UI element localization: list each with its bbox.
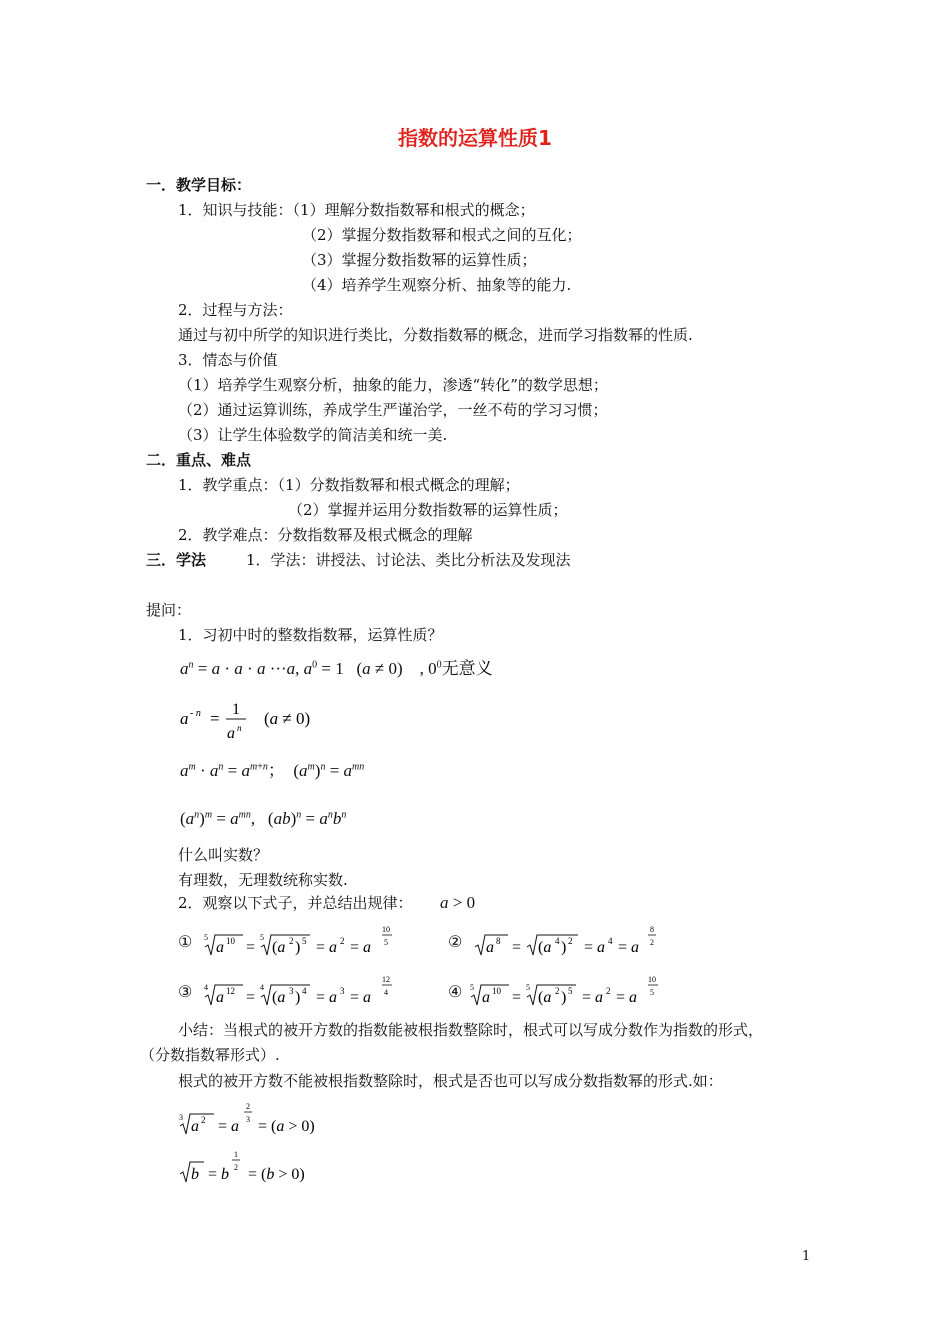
svg-text:5: 5 <box>260 933 264 942</box>
svg-text:3: 3 <box>179 1113 183 1122</box>
svg-text:a: a <box>180 709 189 728</box>
fractional-example-cube-root <box>176 1100 346 1140</box>
svg-text:(a: (a <box>538 939 552 956</box>
goal-line-10: （3）让学生体验数学的简洁美和统一美. <box>178 426 448 444</box>
svg-text:=: = <box>246 939 256 956</box>
svg-text:= b: = b <box>208 1166 230 1183</box>
svg-text:3: 3 <box>340 986 345 996</box>
svg-text:5: 5 <box>302 936 307 946</box>
goal-line-8: （1）培养学生观察分析，抽象的能力，渗透“转化”的数学思想； <box>178 376 608 394</box>
fractional-example-square-root <box>176 1148 346 1188</box>
svg-text:2: 2 <box>606 986 611 996</box>
svg-text:1: 1 <box>232 701 240 718</box>
svg-text:a: a <box>486 939 494 956</box>
goal-line-2: （2）掌握分数指数幂和根式之间的互化； <box>302 226 582 244</box>
svg-text:8: 8 <box>650 925 654 934</box>
svg-text:10: 10 <box>382 925 390 934</box>
svg-text:5: 5 <box>470 983 474 992</box>
page-title: 指数的运算性质1 <box>398 126 552 150</box>
svg-text:4: 4 <box>608 936 613 946</box>
key-point-line-2: （2）掌握并运用分数指数幂的运算性质； <box>288 501 568 519</box>
svg-text:2: 2 <box>201 1115 206 1125</box>
goal-line-7: 3．情态与价值 <box>178 351 278 369</box>
svg-text:= (a > 0): = (a > 0) <box>258 1118 315 1135</box>
undefined-text: 无意义 <box>441 659 493 679</box>
svg-text:12: 12 <box>382 975 390 984</box>
svg-text:= a: = a <box>616 989 638 1006</box>
svg-text:10: 10 <box>492 986 501 996</box>
question-1: 1．习初中时的整数指数幂，运算性质？ <box>178 626 443 644</box>
svg-text:= a: = a <box>350 989 372 1006</box>
summary-line-3: 根式的被开方数不能被根指数整除时，根式是否也可以写成分数指数幂的形式.如： <box>178 1072 723 1090</box>
formula-power-rules: $(a^n)^m = a^{mn}$, $(ab)^n = a^nb^n$ <box>180 809 347 828</box>
svg-text:4: 4 <box>555 936 560 946</box>
svg-text:= a: = a <box>584 939 606 956</box>
example-2-formula <box>472 922 662 962</box>
svg-text:5: 5 <box>568 986 573 996</box>
summary-line-1: 小结：当根式的被开方数的指数能被根指数整除时，根式可以写成分数作为指数的形式， <box>178 1021 764 1039</box>
svg-text:= a: = a <box>582 989 604 1006</box>
summary-line-2: （分数指数幂形式）. <box>140 1046 280 1064</box>
formula-negative-exponent <box>178 696 338 746</box>
svg-text:= a: = a <box>316 989 338 1006</box>
real-number-answer: 有理数，无理数统称实数. <box>178 871 348 889</box>
svg-text:2: 2 <box>650 938 654 947</box>
svg-text:): ) <box>295 989 301 1006</box>
svg-text:= a: = a <box>218 1118 240 1135</box>
svg-text:(a: (a <box>538 989 552 1006</box>
svg-text:n: n <box>237 723 242 733</box>
svg-text:=: = <box>512 939 522 956</box>
example-4-formula <box>466 972 666 1012</box>
goal-line-3: （3）掌握分数指数幂的运算性质； <box>302 251 537 269</box>
condition-a-positive: a > 0 <box>440 893 476 912</box>
formula-multiplication-rule: $a^m \cdot a^n = a^{m+n}$； $(a^m)^n = a^{mn}$ <box>180 761 365 780</box>
svg-text:=: = <box>210 709 220 728</box>
svg-text:2: 2 <box>246 1102 250 1111</box>
example-1-label: ① <box>178 932 193 951</box>
svg-text:=: = <box>246 989 256 1006</box>
svg-text:10: 10 <box>226 936 235 946</box>
section-2-heading: 二．重点、难点 <box>146 451 252 469</box>
section-3-heading: 三．学法 <box>146 551 207 569</box>
example-3-formula <box>200 972 400 1012</box>
svg-text:b: b <box>191 1166 199 1183</box>
key-point-line-3: 2．教学难点：分数指数幂及根式概念的理解 <box>178 526 473 544</box>
goal-line-9: （2）通过运算训练，养成学生严谨治学，一丝不苟的学习习惯； <box>178 401 608 419</box>
goal-line-5: 2．过程与方法： <box>178 301 293 319</box>
svg-text:5: 5 <box>204 933 208 942</box>
svg-text:3: 3 <box>289 986 294 996</box>
svg-text:4: 4 <box>260 983 264 992</box>
svg-text:2: 2 <box>340 936 345 946</box>
svg-text:4: 4 <box>384 988 388 997</box>
svg-text:=: = <box>512 989 522 1006</box>
example-4-label: ④ <box>448 982 463 1001</box>
svg-text:2: 2 <box>568 936 573 946</box>
goal-line-4: （4）培养学生观察分析、抽象等的能力. <box>302 276 572 294</box>
svg-text:(a ≠ 0): (a ≠ 0) <box>264 709 311 728</box>
svg-text:= a: = a <box>316 939 338 956</box>
key-point-line-1: 1．教学重点：（1）分数指数幂和根式概念的理解； <box>178 476 520 494</box>
svg-text:10: 10 <box>648 975 656 984</box>
question-2: 2．观察以下式子，并总结出规律： <box>178 894 413 912</box>
svg-text:5: 5 <box>650 988 654 997</box>
goal-line-6: 通过与初中所学的知识进行类比，分数指数幂的概念，进而学习指数幂的性质. <box>178 326 693 344</box>
svg-text:= (b > 0): = (b > 0) <box>248 1166 305 1183</box>
svg-text:5: 5 <box>526 983 530 992</box>
svg-text:a: a <box>227 725 235 742</box>
svg-text:12: 12 <box>226 986 235 996</box>
svg-text:2: 2 <box>234 1163 238 1172</box>
svg-text:2: 2 <box>289 936 294 946</box>
svg-text:3: 3 <box>246 1115 250 1124</box>
svg-text:): ) <box>561 939 567 956</box>
svg-text:): ) <box>295 939 301 956</box>
svg-text:a: a <box>482 989 490 1006</box>
svg-text:4: 4 <box>302 986 307 996</box>
svg-text:a: a <box>216 939 224 956</box>
svg-text:5: 5 <box>384 938 388 947</box>
method-line: 1．学法：讲授法、讨论法、类比分析法及发现法 <box>246 551 571 569</box>
example-1-formula <box>200 922 400 962</box>
svg-text:- n: - n <box>190 708 201 719</box>
svg-text:8: 8 <box>496 936 501 946</box>
formula-power-definition: $a^n = a \cdot a \cdot a \cdot\cdot\cdot a$, $a^0 = 1$ (a ≠ 0) , $0^0$无意义 <box>180 659 493 679</box>
real-number-question: 什么叫实数？ <box>178 846 269 864</box>
svg-text:): ) <box>561 989 567 1006</box>
svg-text:4: 4 <box>204 983 208 992</box>
svg-text:= a: = a <box>350 939 372 956</box>
page-number: 1 <box>802 1249 811 1264</box>
example-2-label: ② <box>448 932 463 951</box>
svg-text:(a: (a <box>272 939 286 956</box>
example-3-label: ③ <box>178 982 193 1001</box>
svg-text:a: a <box>216 989 224 1006</box>
goal-line-1: 1．知识与技能：（1）理解分数指数幂和根式的概念； <box>178 201 535 219</box>
svg-text:(a: (a <box>272 989 286 1006</box>
svg-text:a: a <box>191 1118 199 1135</box>
svg-text:1: 1 <box>234 1150 238 1159</box>
section-1-heading: 一．教学目标： <box>146 176 252 194</box>
svg-text:= a: = a <box>618 939 640 956</box>
svg-text:2: 2 <box>555 986 560 996</box>
question-label: 提问： <box>146 601 192 619</box>
